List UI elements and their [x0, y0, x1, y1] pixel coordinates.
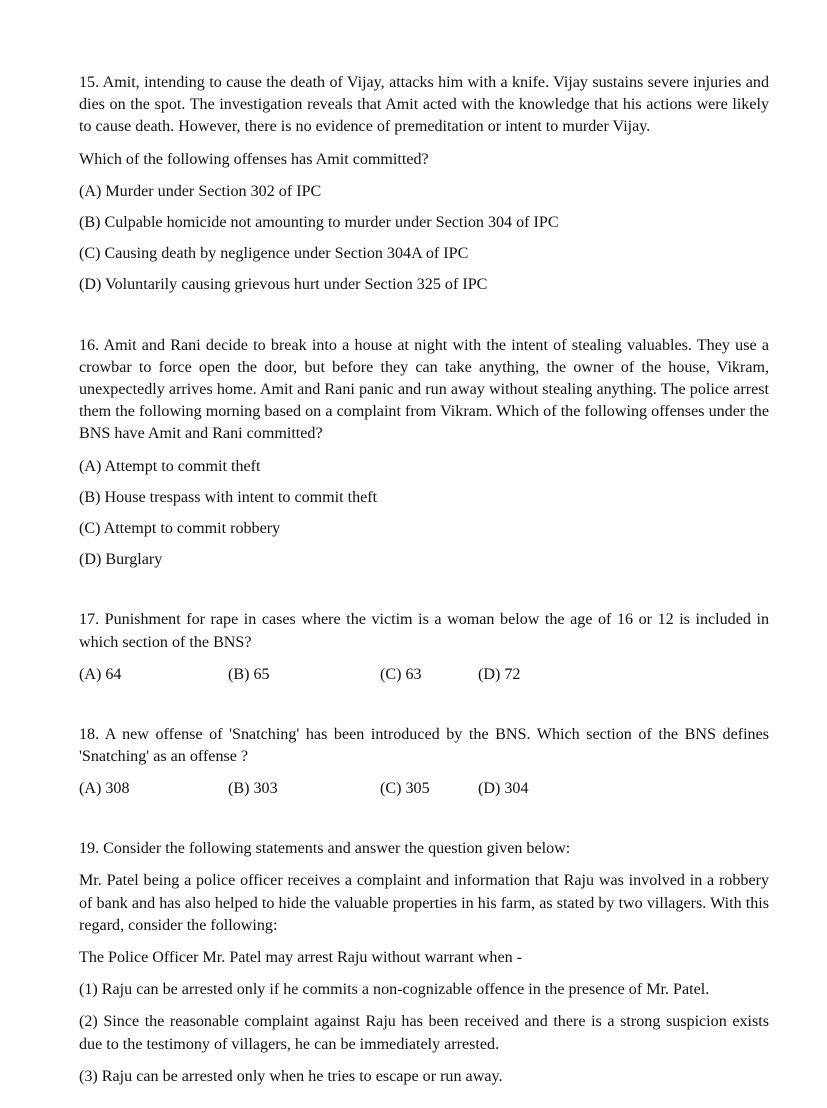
- option-c[interactable]: (C) 63: [380, 665, 422, 683]
- option-d[interactable]: (D) 72: [478, 665, 521, 683]
- page-content: [79, 72, 769, 1088]
- statement-2: (2) Since the reasonable complaint against Raju has been received and there is a strong suspicion exists due to the testimony of villagers, he can be immediately arrested.: [79, 1013, 769, 1053]
- option-a[interactable]: (A) 308: [79, 780, 130, 798]
- question-19-stem: 19. Consider the following statements and answer the question given below:: [79, 840, 571, 858]
- question-16-options: [79, 456, 769, 572]
- option-b[interactable]: (B) 65: [228, 665, 270, 683]
- question-19-lead-in: The Police Officer Mr. Patel may arrest Raju without warrant when -: [79, 949, 523, 967]
- question-15: [79, 72, 769, 297]
- option-a[interactable]: (A) Attempt to commit theft: [79, 457, 261, 475]
- option-a[interactable]: (A) 64: [79, 665, 122, 683]
- option-d[interactable]: (D) 304: [478, 780, 529, 798]
- option-c[interactable]: (C) Causing death by negligence under Section 304A of IPC: [79, 245, 469, 263]
- question-16: [79, 335, 769, 572]
- option-d[interactable]: (D) Voluntarily causing grievous hurt under Section 325 of IPC: [79, 276, 488, 294]
- question-18-options: [79, 778, 769, 800]
- option-d[interactable]: (D) Burglary: [79, 551, 163, 569]
- question-18: [79, 724, 769, 800]
- question-17-options: [79, 664, 769, 686]
- question-19-passage: Mr. Patel being a police officer receives a complaint and information that Raju was involved in a robbery of bank and has also helped to hide the valuable properties in his farm, as stated by two villagers. With this regard, consider the following:: [79, 872, 769, 934]
- question-17: [79, 609, 769, 685]
- option-a[interactable]: (A) Murder under Section 302 of IPC: [79, 182, 322, 200]
- statement-3: (3) Raju can be arrested only when he tries to escape or run away.: [79, 1067, 503, 1085]
- option-c[interactable]: (C) 305: [380, 780, 430, 798]
- option-b[interactable]: (B) Culpable homicide not amounting to murder under Section 304 of IPC: [79, 214, 559, 232]
- question-15-sub-question: Which of the following offenses has Amit committed?: [79, 150, 429, 168]
- question-17-stem: 17. Punishment for rape in cases where the victim is a woman below the age of 16 or 12 is included in which section of the BNS?: [79, 611, 769, 651]
- option-c[interactable]: (C) Attempt to commit robbery: [79, 520, 281, 538]
- question-19: [79, 838, 769, 1088]
- option-b[interactable]: (B) 303: [228, 780, 278, 798]
- question-15-stem: 15. Amit, intending to cause the death of Vijay, attacks him with a knife. Vijay sustains severe injuries and dies on the spot. The investigation reveals that Amit acted with the knowledge that his actions were likely to cause death. However, there is no evidence of premeditation or intent to murder Vijay.: [79, 74, 769, 136]
- question-18-stem: 18. A new offense of 'Snatching' has been introduced by the BNS. Which section of the BNS defines 'Snatching' as an offense ?: [79, 725, 769, 766]
- statement-1: (1) Raju can be arrested only if he commits a non-cognizable offence in the presence of Mr. Patel.: [79, 981, 710, 999]
- option-b[interactable]: (B) House trespass with intent to commit theft: [79, 488, 378, 506]
- question-16-stem: 16. Amit and Rani decide to break into a house at night with the intent of stealing valuables. They use a crowbar to force open the door, but before they can take anything, the owner of the house, Vikram, unexpectedly arrives home. Amit and Rani panic and run away without stealing anything. The police arrest them the following morning based on a complaint from Vikram. Which of the following offenses under the BNS have Amit and Rani committed?: [79, 336, 769, 443]
- question-15-options: [79, 181, 769, 297]
